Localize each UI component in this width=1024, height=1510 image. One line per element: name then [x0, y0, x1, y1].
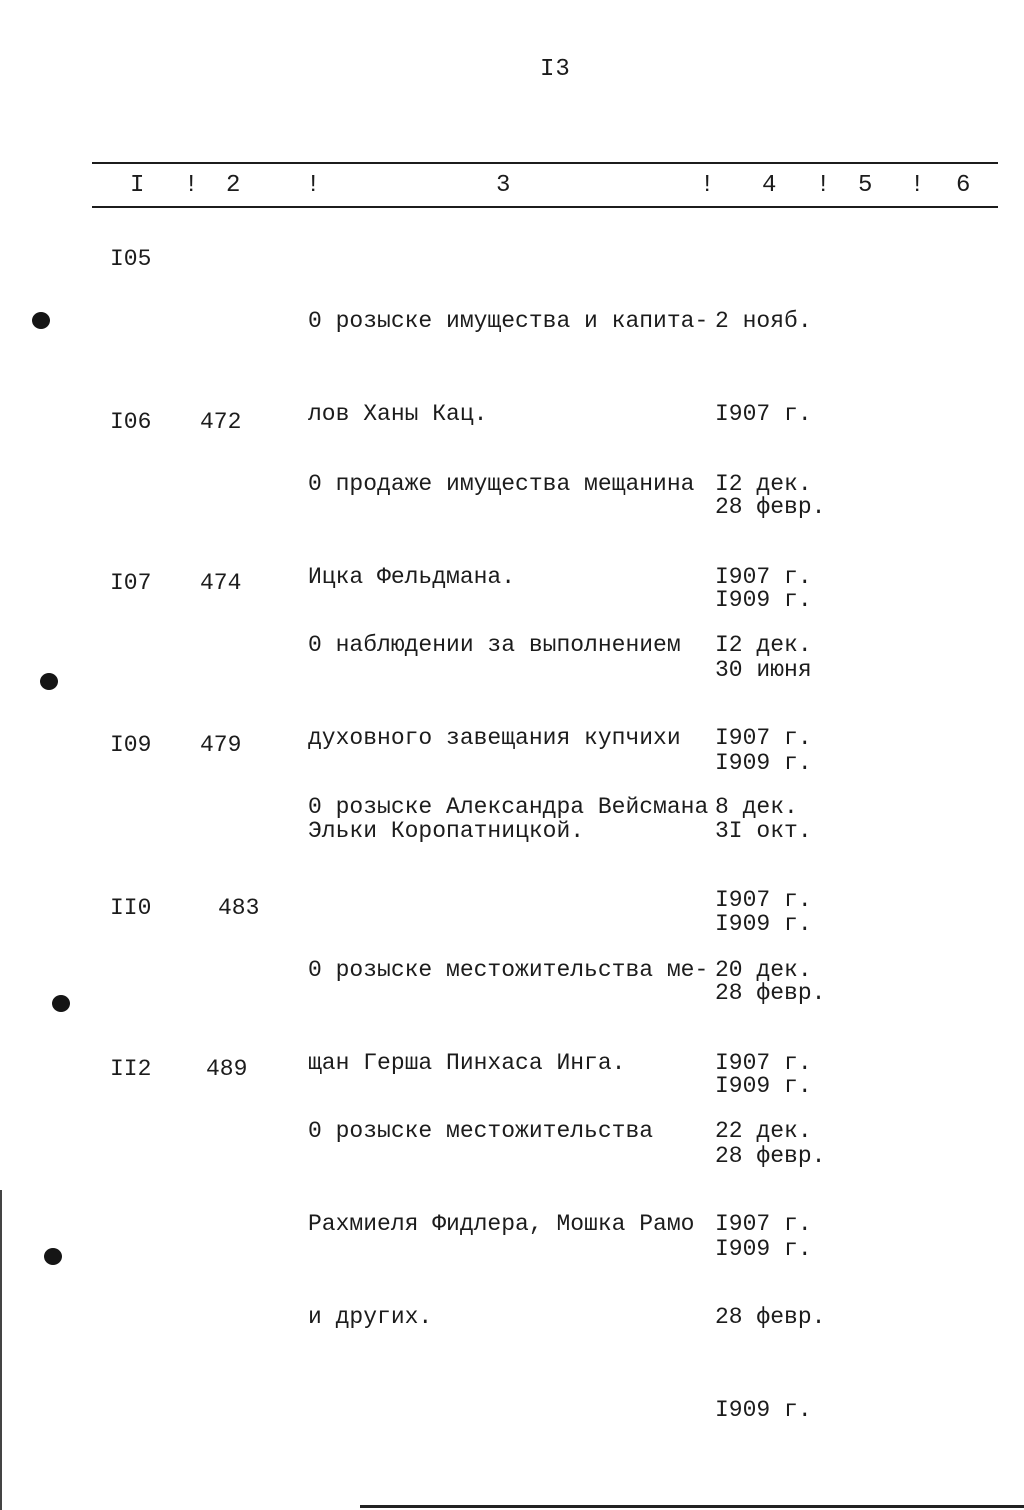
- record-fund-number: 474: [200, 570, 242, 596]
- header-top-rule: [92, 162, 998, 164]
- record-title: [308, 1054, 694, 1395]
- date-line: I909 г.: [715, 911, 812, 937]
- record-number: I06: [110, 409, 152, 435]
- punch-hole-icon: [52, 995, 70, 1012]
- date-line: 22 дек.: [715, 1118, 812, 1144]
- record-fund-number: 483: [218, 895, 260, 921]
- date-line: 3I окт.: [715, 818, 812, 844]
- date-line: I909 г.: [715, 1397, 812, 1423]
- date-line: I2 дек.: [715, 471, 812, 497]
- page-bottom-edge: [360, 1505, 1024, 1508]
- record-number: I09: [110, 732, 152, 758]
- title-line: Эльки Коропатницкой.: [308, 818, 585, 844]
- title-line: лов Ханы Кац.: [308, 401, 488, 427]
- date-line: 28 февр.: [715, 1304, 826, 1330]
- date-line: 28 февр.: [715, 980, 826, 1006]
- record-number: II2: [110, 1056, 152, 1082]
- title-line: щан Герша Пинхаса Инга.: [308, 1050, 626, 1076]
- record-fund-number: 479: [200, 732, 242, 758]
- page-number: I3: [540, 56, 571, 83]
- date-line: I909 г.: [715, 1073, 812, 1099]
- header-col-1: I: [130, 172, 145, 199]
- title-line: и других.: [308, 1304, 433, 1330]
- record-dates: [715, 1054, 825, 1488]
- header-separator: !: [700, 172, 715, 199]
- date-line: 28 февр.: [715, 1143, 826, 1169]
- date-line: I907 г.: [715, 564, 812, 590]
- date-line: I907 г.: [715, 1050, 812, 1076]
- date-line: 28 февр.: [715, 494, 826, 520]
- date-line: I909 г.: [715, 750, 812, 776]
- header-separator: !: [184, 172, 199, 199]
- title-line: 0 розыске местожительства ме-: [308, 957, 709, 983]
- date-line: 8 дек.: [715, 794, 798, 820]
- page-left-edge: [0, 1190, 2, 1510]
- title-line: 0 розыске Александра Вейсмана: [308, 794, 709, 820]
- punch-hole-icon: [44, 1248, 62, 1265]
- title-line: Рахмиеля Фидлера, Мошка Рамо: [308, 1211, 695, 1237]
- title-line: 0 наблюдении за выполнением: [308, 632, 681, 658]
- date-line: I907 г.: [715, 401, 812, 427]
- record-title: [308, 730, 708, 885]
- header-col-6: 6: [956, 172, 971, 199]
- date-line: 2 нояб.: [715, 308, 812, 334]
- record-fund-number: 472: [200, 409, 242, 435]
- title-line: духовного завещания купчихи: [308, 725, 681, 751]
- record-row: [0, 1054, 1024, 1423]
- punch-hole-icon: [40, 673, 58, 690]
- header-separator: !: [306, 172, 321, 199]
- header-separator: !: [910, 172, 925, 199]
- header-col-4: 4: [762, 172, 777, 199]
- date-line: I907 г.: [715, 1211, 812, 1237]
- date-line: I2 дек.: [715, 632, 812, 658]
- title-line: Ицка Фельдмана.: [308, 564, 516, 590]
- date-line: 30 июня: [715, 657, 812, 683]
- title-line: 0 розыске местожительства: [308, 1118, 654, 1144]
- title-line: 0 розыске имущества и капита-: [308, 308, 709, 334]
- record-number: I07: [110, 570, 152, 596]
- header-col-2: 2: [226, 172, 241, 199]
- record-number: I05: [110, 246, 152, 272]
- record-fund-number: 489: [206, 1056, 248, 1082]
- date-line: I909 г.: [715, 587, 812, 613]
- header-col-3: 3: [496, 172, 511, 199]
- date-line: I907 г.: [715, 887, 812, 913]
- date-line: 20 дек.: [715, 957, 812, 983]
- header-col-5: 5: [858, 172, 873, 199]
- title-line: 0 продаже имущества мещанина: [308, 471, 695, 497]
- record-number: II0: [110, 895, 152, 921]
- date-line: I909 г.: [715, 1236, 812, 1262]
- date-line: I907 г.: [715, 725, 812, 751]
- header-bottom-rule: [92, 206, 998, 208]
- header-separator: !: [816, 172, 831, 199]
- punch-hole-icon: [32, 312, 50, 329]
